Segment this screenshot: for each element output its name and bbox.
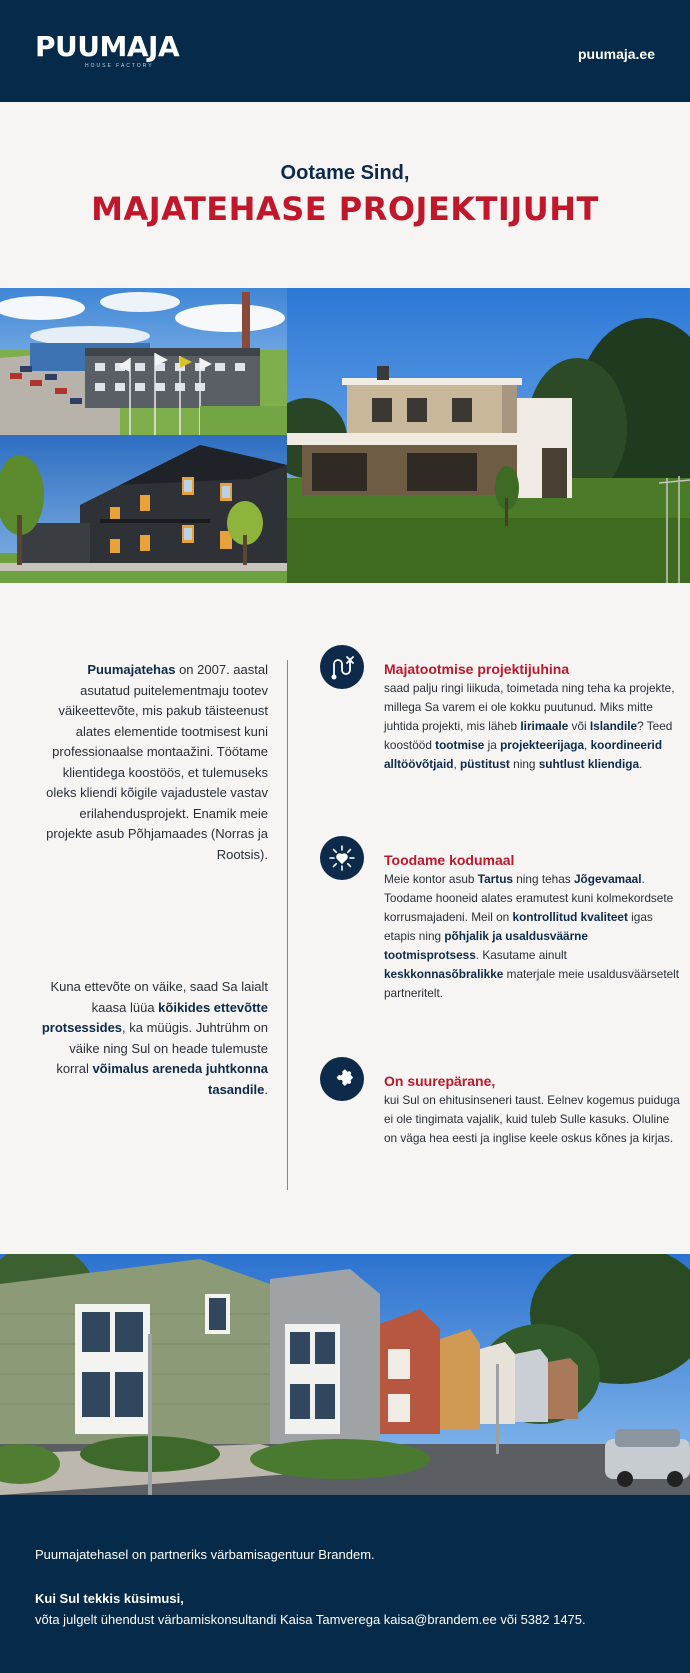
apartment-photo — [0, 435, 287, 583]
text-run: või — [568, 719, 590, 733]
text-run: , — [453, 757, 461, 771]
intro-text: on 2007. aastal asutatud puitelementmaju tootev väikeettevõte, mis pakub täisteenust alates elementide tootmisest kuni professionaalse montaažini. Töötame klientidega koostöös, et tulemuseks oleks kliendi kõigile vajadustele vastav erilahendusprojekt. Enamik meie projekte asub Põhjamaades (Norras ja Rootsis). — [46, 662, 268, 862]
puzzle-icon — [320, 1057, 364, 1101]
text-run: ning tehas — [512, 872, 574, 886]
intro-company-name: Puumajatehas — [87, 662, 176, 677]
factory-photo — [0, 288, 287, 435]
text-run-bold: kontrollitud kvaliteet — [512, 910, 628, 924]
text-run-bold: võimalus areneda juhtkonna tasandile — [92, 1061, 268, 1097]
text-run: ning — [509, 757, 539, 771]
hero-title: MAJATEHASE PROJEKTIJUHT — [91, 190, 599, 228]
text-run-bold: Iirimaale — [520, 719, 569, 733]
text-run-bold: suhtlust kliendiga — [538, 757, 640, 771]
questions-title: Kui Sul tekkis küsimusi, — [35, 1591, 184, 1606]
text-run: . — [639, 757, 643, 771]
text-run: Meie kontor asub — [384, 872, 478, 886]
text-run-bold: projekteerijaga — [500, 738, 585, 752]
feature-text — [384, 679, 684, 774]
text-run: materjale meie usaldusväärsetelt partneritelt. — [384, 967, 680, 1000]
feature-text: kui Sul on ehitusinseneri taust. Eelnev kogemus puiduga ei ole tingimata vajalik, kuid tuleb Sulle kasuks. Oluline on väga hea eesti ja inglise keele oskus kõnes ja kirjas. — [384, 1093, 680, 1145]
heart-sun-icon — [320, 836, 364, 880]
text-run: , ka müügis. Juhtrühm on väike ning Sul on heade tulemuste korral — [56, 1020, 268, 1076]
text-run-bold: põhjalik ja usaldusväärne tootmisprotsess — [384, 929, 588, 962]
footer — [0, 1495, 690, 1673]
text-run: . Toodame hooneid alates eramutest kuni kolmekordsete korrusmajadeni. Meil on — [384, 872, 674, 924]
route-icon — [320, 645, 364, 689]
intro-paragraph — [40, 660, 268, 865]
puumaja-logo[interactable] — [35, 32, 179, 69]
feature-text — [384, 870, 684, 1003]
text-run: saad palju ringi liikuda, toimetada ning teha ka projekte, millega Sa varem ei ole kokku puutunud. Miks mitte juhtida projekti, mis läheb — [384, 681, 675, 733]
text-run: . — [264, 1081, 268, 1097]
text-run-bold: tootmise — [435, 738, 485, 752]
text-run: ? Teed koostööd — [384, 719, 673, 752]
header-bar — [0, 0, 690, 102]
text-run: , — [584, 738, 591, 752]
partner-text: Puumajatehasel on partneriks värbamisagentuur Brandem. — [35, 1547, 375, 1562]
street-houses-photo — [0, 1254, 690, 1495]
feature-title: Majatootmise projektijuhina — [384, 661, 570, 677]
text-run: igas etapis ning — [384, 910, 653, 943]
feature-title: Toodame kodumaal — [384, 852, 515, 868]
text-run-bold: keskkonnasõbralikke — [384, 967, 504, 981]
hero-subtitle: Ootame Sind, — [280, 162, 410, 184]
text-run: Kuna ettevõte on väike, saad Sa laialt kaasa lüüa — [50, 979, 268, 1015]
column-divider — [287, 660, 288, 1190]
text-run-bold: Tartus — [477, 872, 513, 886]
contact-text[interactable]: võta julgelt ühendust värbamiskonsultandi Kaisa Tamverega kaisa@brandem.ee või 5382 1475. — [35, 1612, 586, 1627]
text-run-bold: Jõgevamaal — [573, 872, 642, 886]
feature-title: On suurepärane, — [384, 1073, 496, 1089]
hero-section — [0, 102, 690, 288]
text-run-bold: Islandile — [589, 719, 638, 733]
text-run: ja — [484, 738, 501, 752]
text-run-bold: koordineerid alltöövõtjaid — [384, 738, 663, 771]
text-run: . Kasutame ainult — [475, 948, 567, 962]
text-run-bold: püstitust — [460, 757, 510, 771]
logo-wordmark: PUUMAJA — [35, 30, 180, 63]
site-url-link[interactable]: puumaja.ee — [577, 46, 655, 62]
text-run-bold: kõikides ettevõtte protsessides — [41, 999, 268, 1035]
intro-paragraph-2 — [40, 977, 268, 1100]
logo-tagline: HOUSE FACTORY — [85, 63, 154, 69]
modern-house-photo — [287, 288, 690, 583]
